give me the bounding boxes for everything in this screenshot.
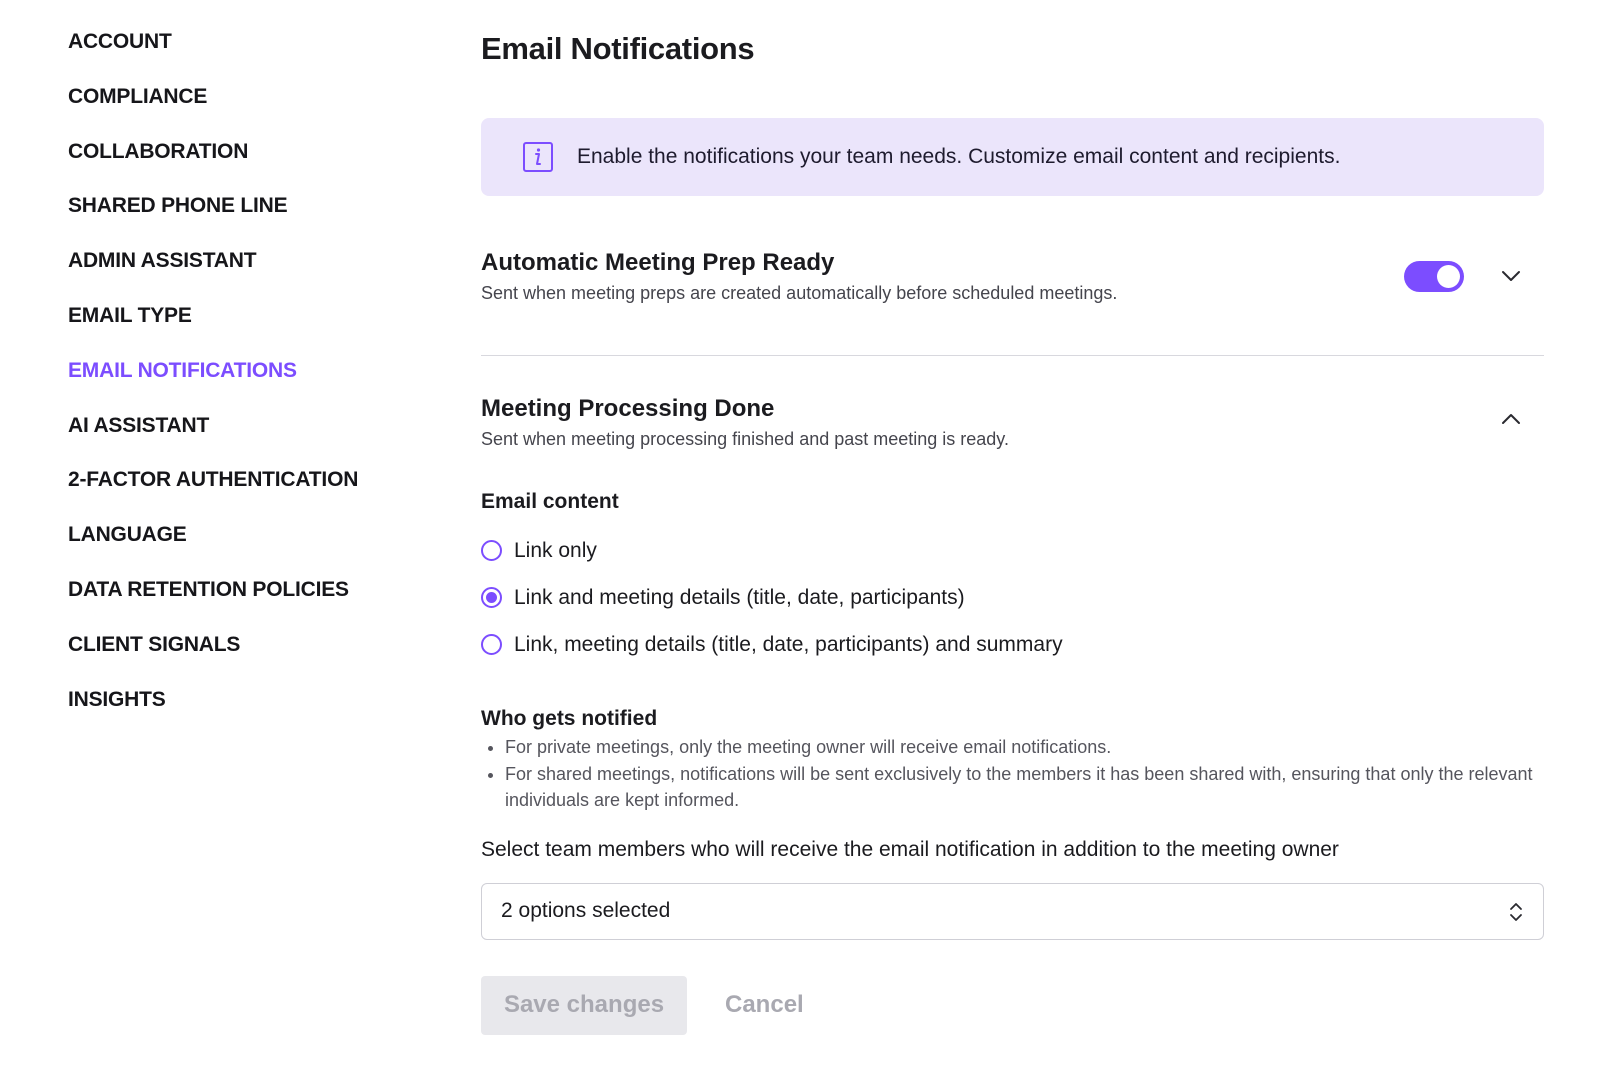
- radio-button-checked[interactable]: [481, 587, 502, 608]
- email-content-options: [481, 527, 1544, 668]
- radio-button[interactable]: [481, 634, 502, 655]
- sidebar-item-shared-phone-line[interactable]: SHARED PHONE LINE: [68, 194, 288, 218]
- save-button[interactable]: Save changes: [481, 976, 687, 1035]
- info-banner-text: Enable the notifications your team needs. Customize email content and recipients.: [577, 145, 1341, 168]
- sidebar-item-account[interactable]: ACCOUNT: [68, 30, 172, 53]
- sidebar-item-2fa[interactable]: 2-FACTOR AUTHENTICATION: [68, 468, 359, 492]
- sidebar-item-insights[interactable]: INSIGHTS: [68, 687, 166, 711]
- info-icon: [523, 142, 553, 172]
- list-item: • For shared meetings, notifications will be sent exclusively to the members it has been shared with, ensuring that only the relevant individuals are kept informed.: [505, 761, 1544, 814]
- notification-toggle[interactable]: [1404, 261, 1464, 292]
- sidebar-item-client-signals[interactable]: CLIENT SIGNALS: [68, 632, 241, 656]
- radio-button[interactable]: [481, 540, 502, 561]
- sidebar-item-admin-assistant[interactable]: ADMIN ASSISTANT: [68, 249, 257, 273]
- sidebar-item-collaboration[interactable]: COLLABORATION: [68, 139, 249, 163]
- notification-title: Meeting Processing Done: [481, 395, 775, 422]
- sidebar-item-email-type[interactable]: EMAIL TYPE: [68, 303, 192, 327]
- list-item: • For private meetings, only the meeting owner will receive email notifications.: [505, 734, 1544, 761]
- sidebar-item-data-retention[interactable]: DATA RETENTION POLICIES: [68, 577, 349, 601]
- sidebar-item-email-notifications[interactable]: EMAIL NOTIFICATIONS: [68, 358, 297, 382]
- info-banner: [481, 118, 1544, 196]
- select-value: 2 options selected: [501, 899, 671, 922]
- sidebar-item-compliance[interactable]: COMPLIANCE: [68, 84, 208, 108]
- chevron-down-icon[interactable]: [1500, 265, 1522, 287]
- notification-automatic-meeting-prep: [481, 248, 1544, 305]
- notification-description: Sent when meeting processing finished and past meeting is ready.: [481, 429, 1009, 449]
- chevron-up-icon[interactable]: [1500, 408, 1522, 430]
- toggle-knob: [1437, 265, 1460, 288]
- radio-label: Link only: [514, 538, 597, 562]
- chevron-up-down-icon: [1509, 902, 1523, 922]
- notification-title: Automatic Meeting Prep Ready: [481, 249, 835, 276]
- radio-option-link-and-details[interactable]: [481, 574, 1544, 621]
- team-members-select[interactable]: [481, 883, 1544, 940]
- main-content: [481, 26, 1544, 1035]
- settings-sidebar: [68, 26, 408, 738]
- who-gets-notified-title: Who gets notified: [481, 707, 658, 730]
- divider: [481, 355, 1544, 356]
- radio-option-link-only[interactable]: [481, 527, 1544, 574]
- page-title: Email Notifications: [481, 31, 755, 66]
- team-members-select-caption: Select team members who will receive the email notification in addition to the meeting owner: [481, 837, 1339, 861]
- sidebar-item-language[interactable]: LANGUAGE: [68, 523, 187, 547]
- radio-label: Link and meeting details (title, date, participants): [514, 585, 965, 609]
- email-content-label: Email content: [481, 490, 619, 513]
- who-gets-notified-list: [481, 734, 1544, 814]
- notification-meeting-processing-done: [481, 394, 1544, 451]
- form-actions: [481, 976, 1544, 1035]
- radio-label: Link, meeting details (title, date, participants) and summary: [514, 632, 1063, 656]
- radio-option-link-details-summary[interactable]: [481, 621, 1544, 668]
- sidebar-item-ai-assistant[interactable]: AI ASSISTANT: [68, 413, 210, 437]
- notification-description: Sent when meeting preps are created automatically before scheduled meetings.: [481, 283, 1118, 303]
- cancel-button[interactable]: Cancel: [725, 991, 804, 1018]
